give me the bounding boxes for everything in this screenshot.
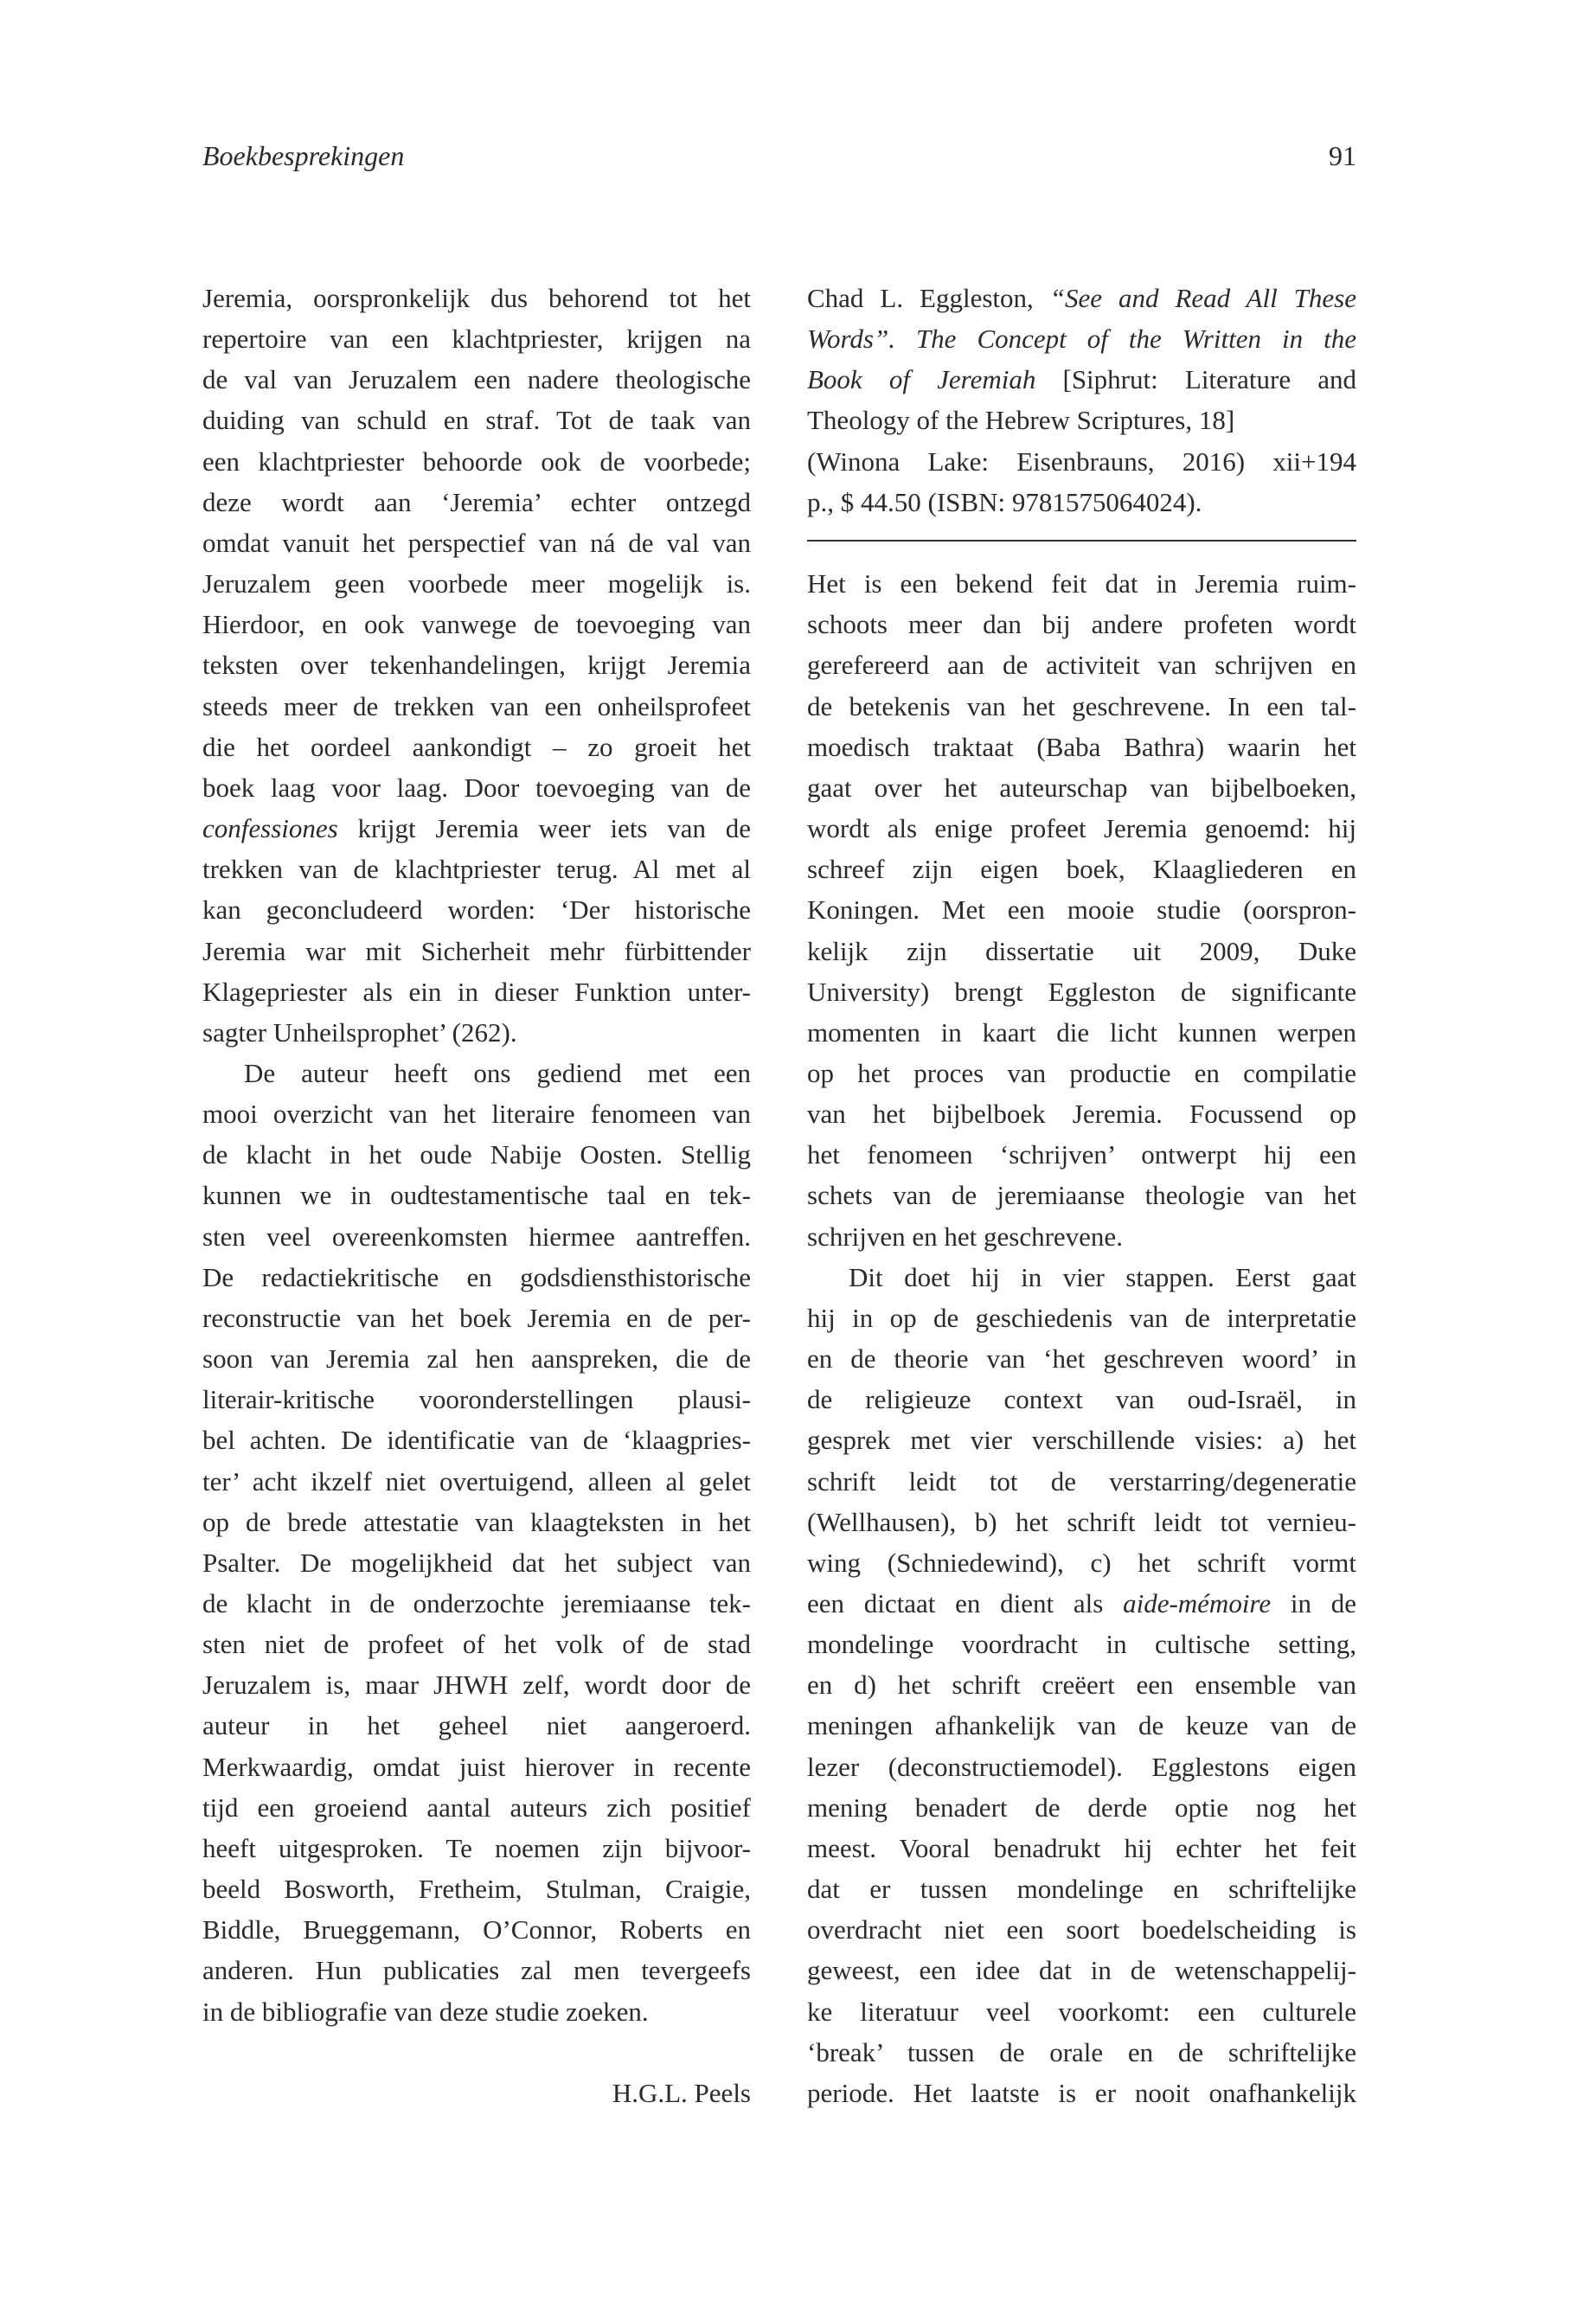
text-run: Koningen. Met een mooie studie (oorspron- [807,894,1356,926]
text-run: gesprek met vier verschillende visies: a) het [807,1425,1356,1456]
text-line [202,686,751,727]
text-run: ke literatuur veel voorkomt: een culturele [807,1996,1356,2027]
citation-line [807,400,1356,440]
text-run: een klachtpriester behoorde ook de voorbede; [202,445,751,477]
review-body [807,563,1356,2113]
text-line [202,1502,751,1542]
text-run: heeft uitgesproken. Te noemen zijn bijvoor- [202,1832,751,1863]
text-run: Chad L. Eggleston, [807,283,1050,313]
text-line [807,604,1356,644]
text-run: schoots meer dan bij andere profeten wordt [807,609,1356,640]
text-run: De redactiekritische en godsdiensthistorische [202,1261,751,1292]
text-run: Jeremia war mit Sicherheit mehr fürbittender [202,935,751,966]
text-run: sten niet de profeet of het volk of de stad [202,1629,751,1660]
text-run: schrijven en het geschrevene. [807,1221,1123,1252]
text-run: teksten over tekenhandelingen, krijgt Jeremia [202,650,751,681]
text-line [807,1624,1356,1664]
text-line [202,1583,751,1624]
text-line [807,767,1356,808]
text-run: het fenomeen ‘schrijven’ ontwerpt hij een [807,1139,1356,1170]
text-line [202,1747,751,1787]
text-line [202,1298,751,1338]
text-line [202,400,751,440]
text-run: (Wellhausen), b) het schrift leidt tot vernieu- [807,1506,1356,1537]
text-run: de religieuze context van oud-Israël, in [807,1384,1356,1415]
text-line [202,1461,751,1502]
text-run: wordt als enige profeet Jeremia genoemd: hij [807,813,1356,844]
citation-line [807,359,1356,400]
text-run: overdracht niet een soort boedelscheiding is [807,1914,1356,1945]
text-line [202,1705,751,1746]
text-line [202,278,751,318]
text-run: duiding van schuld en straf. Tot de taak van [202,405,751,436]
text-line [807,1216,1356,1257]
left-column [202,278,751,2113]
text-run: p., $ 44.50 (ISBN: 9781575064024). [807,486,1202,517]
text-line [202,1624,751,1664]
citation-line [807,278,1356,318]
reviewer-signature: H.G.L. Peels [612,2077,751,2108]
text-run: meest. Vooral benadrukt hij echter het feit [807,1832,1356,1863]
text-run: de val van Jeruzalem een nadere theologische [202,364,751,395]
text-line [202,931,751,971]
text-run: in de [1271,1588,1356,1618]
text-run: Jeruzalem geen voorbede meer mogelijk is. [202,568,751,599]
text-line [807,1012,1356,1053]
italic-text: Book of Jeremiah [807,364,1036,395]
text-line [807,808,1356,849]
text-line [202,1216,751,1257]
text-line [202,359,751,400]
text-line [807,563,1356,604]
text-line [202,849,751,889]
text-line [202,971,751,1012]
text-line [807,931,1356,971]
text-run: Hierdoor, en ook vanwege de toevoeging van [202,609,751,640]
text-line [202,1787,751,1828]
text-line [807,1991,1356,2032]
text-line [202,727,751,767]
text-line [807,2073,1356,2113]
text-run: schreef zijn eigen boek, Klaagliederen en [807,854,1356,885]
text-run: (Winona Lake: Eisenbrauns, 2016) xii+194 [807,445,1356,477]
text-line [202,1664,751,1705]
text-line [202,318,751,359]
text-run: sten veel overeenkomsten hiermee aantreffen. [202,1221,751,1252]
text-run: Merkwaardig, omdat juist hierover in recente [202,1751,751,1782]
text-run: van het bijbelboek Jeremia. Focussend op [807,1099,1356,1130]
text-run: University) brengt Eggleston de significante [807,976,1356,1007]
text-run: Theology of the Hebrew Scriptures, 18] [807,405,1235,436]
text-line [807,1502,1356,1542]
text-run: Dit doet hij in vier stappen. Eerst gaat [849,1261,1356,1292]
text-line [202,1828,751,1868]
text-line [807,1705,1356,1746]
text-run: hij in op de geschiedenis van de interpretatie [807,1302,1356,1333]
text-run: schrift leidt tot de verstarring/degeneratie [807,1465,1356,1497]
text-line [202,1420,751,1460]
text-line [202,1093,751,1134]
text-run: en de theorie van ‘het geschreven woord’ in [807,1343,1356,1375]
text-run: mondelinge voordracht in cultische setting, [807,1629,1356,1660]
citation-line [807,482,1356,522]
citation-line [807,441,1356,482]
text-run: ter’ acht ikzelf niet overtuigend, alleen al gelet [202,1465,751,1497]
text-line [202,1012,751,1053]
text-run: de betekenis van het geschrevene. In een tal- [807,690,1356,721]
text-run: repertoire van een klachtpriester, krijgen na [202,324,751,355]
text-run: bel achten. De identificatie van de ‘klaagpries- [202,1425,751,1456]
text-line [807,1134,1356,1175]
text-run: een dictaat en dient als [807,1588,1124,1618]
text-run: schets van de jeremiaanse theologie van het [807,1180,1356,1211]
text-run: trekken van de klachtpriester terug. Al met al [202,854,751,885]
text-line [807,1298,1356,1338]
italic-text: “See and Read All These [1049,283,1356,313]
italic-text: Words”. The Concept of the Written in the [807,324,1356,355]
text-line [807,1257,1356,1298]
text-line [807,727,1356,767]
text-line [807,1787,1356,1828]
text-line [202,1868,751,1909]
text-line [202,1909,751,1950]
text-run: reconstructie van het boek Jeremia en de per- [202,1302,751,1333]
text-line [807,1461,1356,1502]
review-body-continued [202,278,751,2032]
text-run: Het is een bekend feit dat in Jeremia ruim- [807,568,1356,599]
text-run: [Siphrut: Literature and [1035,364,1356,395]
text-run: wing (Schniedewind), c) het schrift vormt [807,1547,1356,1578]
text-run: de klacht in het oude Nabije Oosten. Stellig [202,1139,751,1170]
page-number: 91 [1329,140,1356,171]
italic-text: confessiones [202,813,338,844]
text-run: literair-kritische vooronderstellingen plausi- [202,1384,751,1415]
text-run: Psalter. De mogelijkheid dat het subject van [202,1547,751,1578]
text-run: Jeruzalem is, maar JHWH zelf, wordt door de [202,1670,751,1701]
text-line [202,604,751,644]
text-run: op de brede attestatie van klaagteksten in het [202,1506,751,1537]
text-line [202,1053,751,1093]
text-run: auteur in het geheel niet aangeroerd. [202,1710,751,1741]
text-run: dat er tussen mondelinge en schriftelijke [807,1874,1356,1905]
text-line [202,522,751,563]
citation-line [807,318,1356,359]
text-run: deze wordt aan ‘Jeremia’ echter ontzegd [202,486,751,517]
text-run: Biddle, Brueggemann, O’Connor, Roberts en [202,1914,751,1945]
text-run: krijgt Jeremia weer iets van de [337,813,751,844]
text-line [202,1338,751,1379]
text-line [807,1909,1356,1950]
book-citation [807,278,1356,522]
text-line [807,1950,1356,1990]
right-column [807,278,1356,2113]
text-run: lezer (deconstructiemodel). Egglestons eigen [807,1751,1356,1782]
text-line [202,1175,751,1215]
text-line [807,1664,1356,1705]
text-run: sagter Unheilsprophet’ (262). [202,1016,517,1048]
text-line [807,686,1356,727]
text-line [807,971,1356,1012]
text-run: ‘break’ tussen de orale en de schriftelijke [807,2036,1356,2067]
text-run: moedisch traktaat (Baba Bathra) waarin het [807,731,1356,762]
text-run: de klacht in de onderzochte jeremiaanse tek- [202,1588,751,1618]
text-line [202,767,751,808]
text-run: kelijk zijn dissertatie uit 2009, Duke [807,935,1356,966]
text-line [202,889,751,930]
text-run: momenten in kaart die licht kunnen werpen [807,1016,1356,1048]
text-run: gaat over het auteurschap van bijbelboeken, [807,772,1356,803]
text-line [202,1134,751,1175]
text-line [807,1420,1356,1460]
running-header-title: Boekbesprekingen [202,140,405,171]
text-run: De auteur heeft ons gediend met een [244,1057,751,1088]
text-line [202,441,751,482]
text-run: mening benadert de derde optie nog het [807,1791,1356,1823]
text-run: geweest, een idee dat in de wetenschappelij- [807,1955,1356,1986]
text-run: in de bibliografie van deze studie zoeken. [202,1996,649,2027]
text-run: op het proces van productie en compilatie [807,1057,1356,1088]
text-line [807,1747,1356,1787]
text-line [807,849,1356,889]
text-run: Jeremia, oorspronkelijk dus behorend tot het [202,283,751,313]
text-run: anderen. Hun publicaties zal men tevergeefs [202,1955,751,1986]
text-line [202,1950,751,1990]
text-run: die het oordeel aankondigt – zo groeit het [202,731,751,762]
text-run: kunnen we in oudtestamentische taal en tek- [202,1180,751,1211]
text-run: beeld Bosworth, Fretheim, Stulman, Craigie, [202,1874,751,1905]
text-line [807,1093,1356,1134]
text-line [202,1257,751,1298]
text-line [202,482,751,522]
citation-divider [807,522,1356,563]
text-run: kan geconcludeerd worden: ‘Der historische [202,894,751,926]
text-run: Klagepriester als ein in dieser Funktion unter- [202,976,751,1007]
text-run: en d) het schrift creëert een ensemble van [807,1670,1356,1701]
text-line [807,889,1356,930]
text-line [807,1583,1356,1624]
spacer [202,2032,751,2073]
text-line [202,1542,751,1583]
text-line [807,1338,1356,1379]
text-line [202,808,751,849]
text-line [807,1868,1356,1909]
text-run: periode. Het laatste is er nooit onafhankelijk [807,2077,1356,2108]
text-line [202,1991,751,2032]
text-run: soon van Jeremia zal hen aanspreken, die de [202,1343,751,1375]
italic-text: aide-mémoire [1123,1588,1272,1618]
text-line [807,1542,1356,1583]
text-line [807,1053,1356,1093]
text-line [807,1175,1356,1215]
text-run: meningen afhankelijk van de keuze van de [807,1710,1356,1741]
text-line [202,644,751,685]
text-run: mooi overzicht van het literaire fenomeen van [202,1099,751,1130]
text-line [807,644,1356,685]
text-run: omdat vanuit het perspectief van ná de val van [202,527,751,558]
text-run: gerefereerd aan de activiteit van schrijven en [807,650,1356,681]
text-line [807,1379,1356,1420]
text-line [807,2032,1356,2073]
text-line [807,1828,1356,1868]
text-line [202,563,751,604]
text-run: tijd een groeiend aantal auteurs zich positief [202,1791,751,1823]
text-line [202,1379,751,1420]
text-run: steeds meer de trekken van een onheilsprofeet [202,690,751,721]
text-run: boek laag voor laag. Door toevoeging van de [202,772,751,803]
